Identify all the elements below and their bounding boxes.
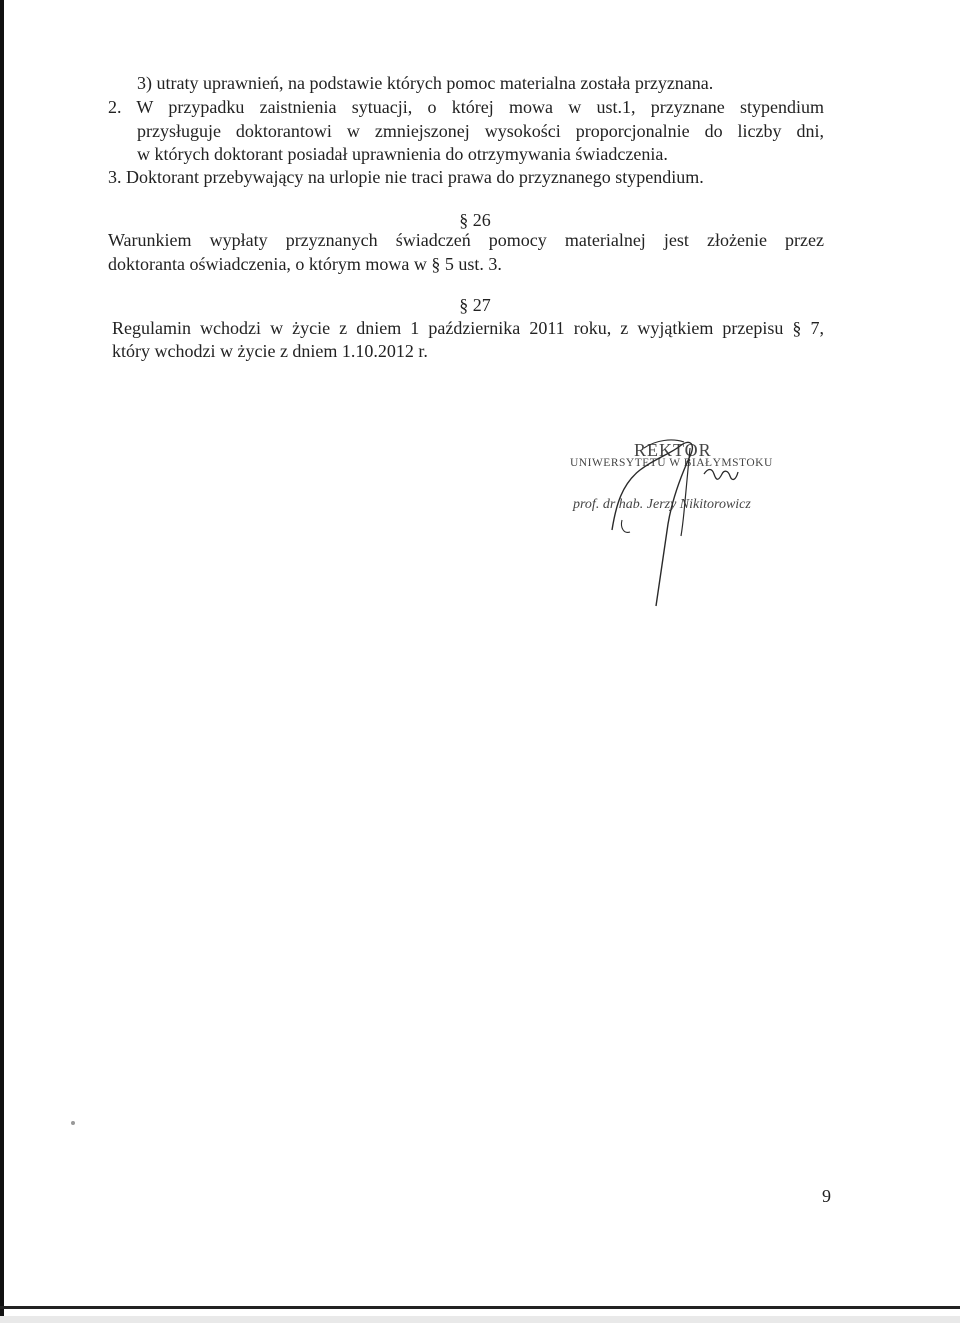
section-27-line-2: który wchodzi w życie z dniem 1.10.2012 r. xyxy=(112,341,428,361)
item-3-loss-of-rights: 3) utraty uprawnień, na podstawie których pomoc materialna została przyznana. xyxy=(137,73,714,93)
scan-edge-bottom xyxy=(0,1306,960,1309)
section-27-line-1: Regulamin wchodzi w życie z dniem 1 października 2011 roku, z wyjątkiem przepisu § 7, xyxy=(112,318,824,338)
point-3: 3. Doktorant przebywający na urlopie nie traci prawa do przyznanego stypendium. xyxy=(108,167,704,187)
point-2-line-3: w których doktorant posiadał uprawnienia do otrzymywania świadczenia. xyxy=(137,144,668,164)
section-26-heading: § 26 xyxy=(459,210,491,230)
section-26-line-1: Warunkiem wypłaty przyznanych świadczeń pomocy materialnej jest złożenie przez xyxy=(108,230,824,250)
point-2-line-2: przysługuje doktorantowi w zmniejszonej wysokości proporcjonalnie do liczby dni, xyxy=(137,121,824,141)
scan-speck xyxy=(71,1121,75,1125)
section-26-line-2: doktoranta oświadczenia, o którym mowa w § 5 ust. 3. xyxy=(108,254,502,274)
page-number: 9 xyxy=(822,1186,831,1206)
scan-edge-left xyxy=(0,0,4,1323)
stamp-title: REKTOR xyxy=(634,440,712,460)
stamp-institution: UNIWERSYTETU W BIAŁYMSTOKU xyxy=(570,457,773,469)
stamp-name: prof. dr hab. Jerzy Nikitorowicz xyxy=(573,497,751,512)
section-27-heading: § 27 xyxy=(459,295,491,315)
point-2-line-1: 2. W przypadku zaistnienia sytuacji, o której mowa w ust.1, przyznane stypendium xyxy=(108,97,824,117)
scan-edge-bottom-shadow xyxy=(0,1316,960,1323)
